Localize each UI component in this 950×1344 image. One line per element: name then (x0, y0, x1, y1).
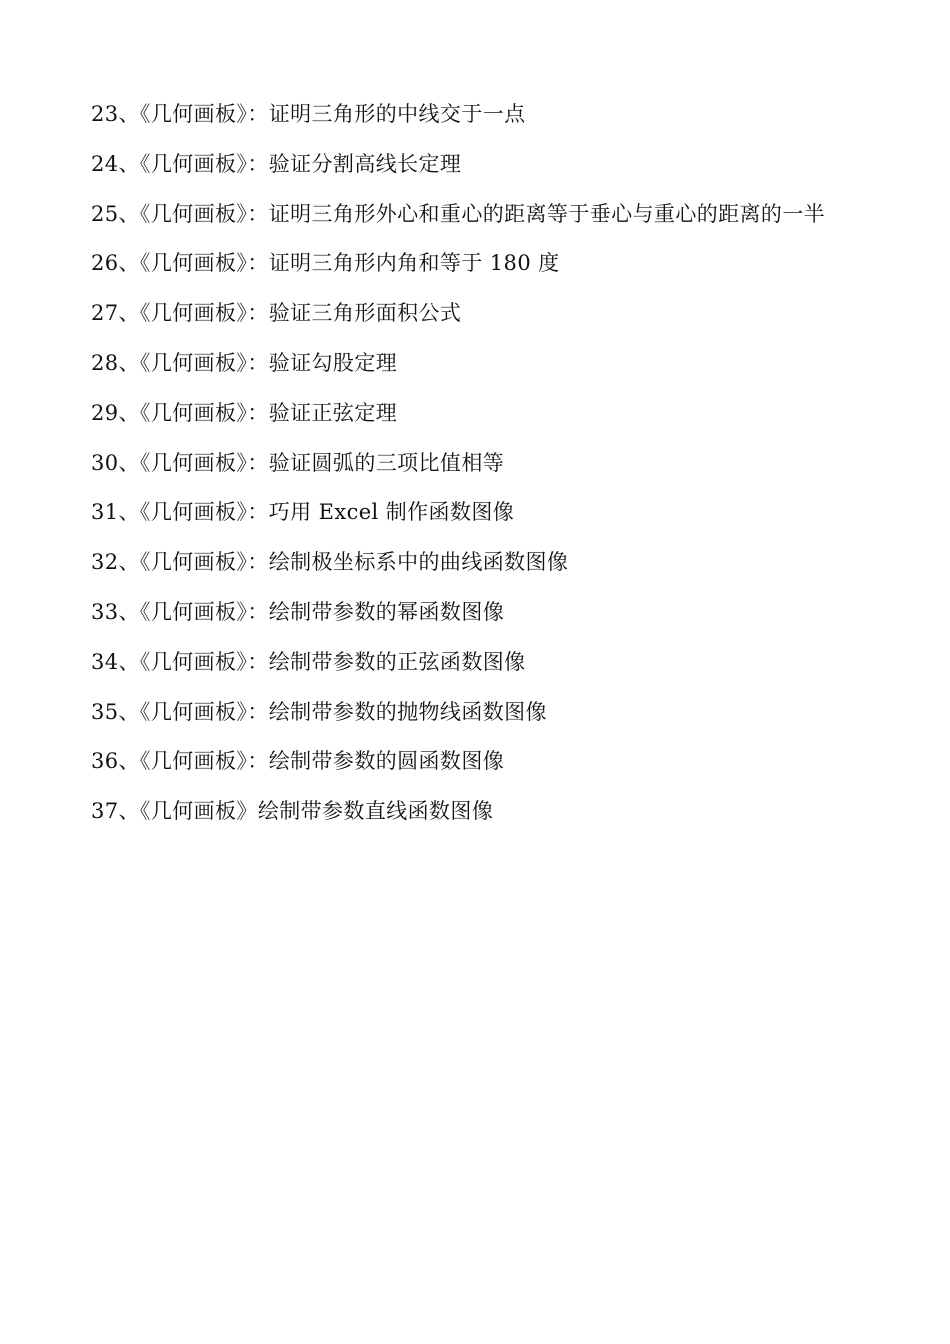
list-item: 31、《几何画板》：巧用 Excel 制作函数图像 (91, 500, 515, 525)
list-item: 27、《几何画板》：验证三角形面积公式 (91, 301, 462, 326)
list-item: 28、《几何画板》：验证勾股定理 (91, 350, 398, 375)
list-item: 36、《几何画板》：绘制带参数的圆函数图像 (91, 749, 505, 774)
list-item: 29、《几何画板》：验证正弦定理 (91, 400, 398, 425)
list-item: 33、《几何画板》：绘制带参数的幂函数图像 (91, 599, 505, 624)
list-item: 30、《几何画板》：验证圆弧的三项比值相等 (91, 450, 505, 475)
list-item: 23、《几何画板》：证明三角形的中线交于一点 (91, 102, 526, 126)
list-item: 32、《几何画板》：绘制极坐标系中的曲线函数图像 (91, 550, 569, 575)
list-item: 25、《几何画板》：证明三角形外心和重心的距离等于垂心与重心的距离的一半 (91, 201, 826, 226)
list-item: 37、《几何画板》绘制带参数直线函数图像 (91, 799, 494, 824)
list-item: 26、《几何画板》：证明三角形内角和等于 180 度 (91, 251, 560, 276)
list-item: 24、《几何画板》：验证分割高线长定理 (91, 151, 462, 176)
item-list (91, 90, 871, 837)
list-item: 35、《几何画板》：绘制带参数的抛物线函数图像 (91, 699, 547, 724)
list-item: 34、《几何画板》：绘制带参数的正弦函数图像 (91, 649, 526, 674)
